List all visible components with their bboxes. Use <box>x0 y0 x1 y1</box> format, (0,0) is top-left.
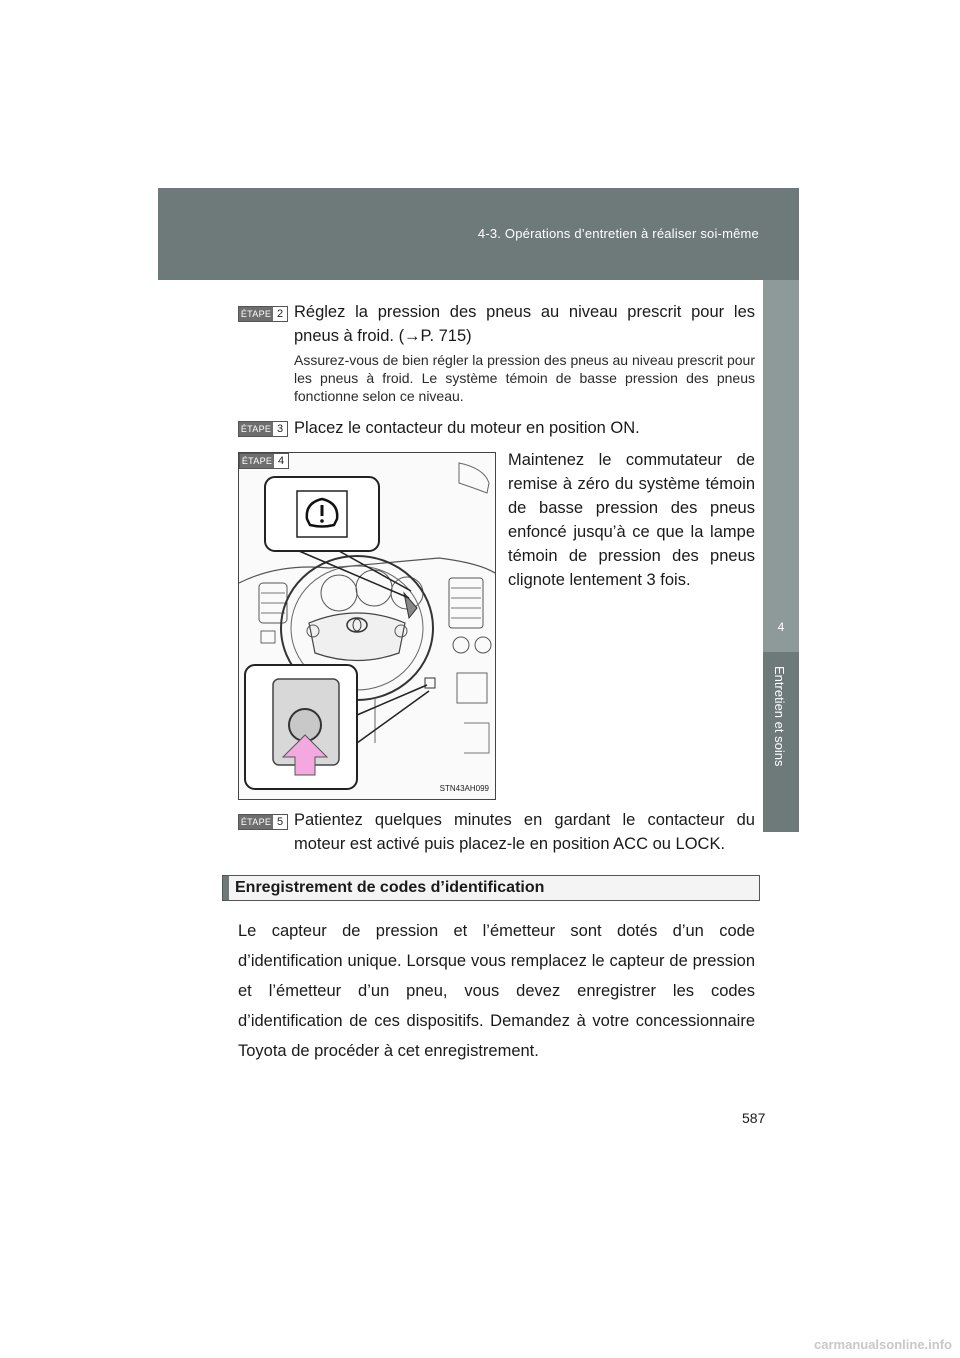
reset-switch-figure <box>238 452 496 800</box>
section-heading: Enregistrement de codes d’identification <box>235 879 545 896</box>
chapter-number: 4 <box>777 620 785 634</box>
header-band <box>158 188 799 280</box>
step-4-text: Maintenez le commutateur de remise à zéro du système témoin de basse pression des pneus enfoncé jusqu’à ce que la lampe témoin de pression des pneus clignote lentement 3 fois. <box>508 451 755 589</box>
step-badge-label: ÉTAPE <box>240 817 272 827</box>
chapter-label: Entretien et soins <box>772 666 787 767</box>
step-badge-label: ÉTAPE <box>240 424 272 434</box>
section-header-title: 4-3. Opérations d’entretien à réaliser soi-même <box>477 226 759 241</box>
step-badge-5 <box>238 814 288 830</box>
step-badge-number: 3 <box>276 423 284 435</box>
section-heading-bar <box>222 875 760 901</box>
figure-code: STN43AH099 <box>439 784 489 793</box>
chapter-tab-label <box>763 652 799 832</box>
step-badge-3 <box>238 421 288 437</box>
chapter-tab-number <box>763 280 799 652</box>
page-number: 587 <box>742 1110 766 1126</box>
step-badge-number: 5 <box>276 816 284 828</box>
dashboard-illustration <box>239 453 495 799</box>
step-5-text: Patientez quelques minutes en gardant le contacteur du moteur est activé puis placez-le en position ACC ou LOCK. <box>294 811 755 853</box>
step-badge-label: ÉTAPE <box>240 309 272 319</box>
step-badge-label: ÉTAPE <box>241 456 273 466</box>
step-3-text: Placez le contacteur du moteur en position ON. <box>294 419 640 437</box>
section-body: Le capteur de pression et l’émetteur sont dotés d’un code d’identification unique. Lorsque vous remplacez le capteur de pression et l’émetteur d’un pneu, vous devez enregistrer les codes d’identification de ces dispositifs. Demandez à votre concessionnaire Toyota de procéder à cet enregistrement. <box>238 922 755 1060</box>
step-2-note: Assurez-vous de bien régler la pression des pneus au niveau prescrit pour les pneus à froid. Le système témoin de basse pression des pneus fonctionne selon ce niveau. <box>294 352 755 404</box>
step-badge-4 <box>239 453 289 469</box>
step-2-text: Réglez la pression des pneus au niveau prescrit pour les pneus à froid. (→P. 715) <box>294 303 755 345</box>
step-badge-number: 2 <box>276 308 284 320</box>
section-heading-accent <box>223 876 229 900</box>
watermark: carmanualsonline.info <box>814 1337 952 1352</box>
step-badge-2 <box>238 306 288 322</box>
step-badge-number: 4 <box>277 455 285 467</box>
